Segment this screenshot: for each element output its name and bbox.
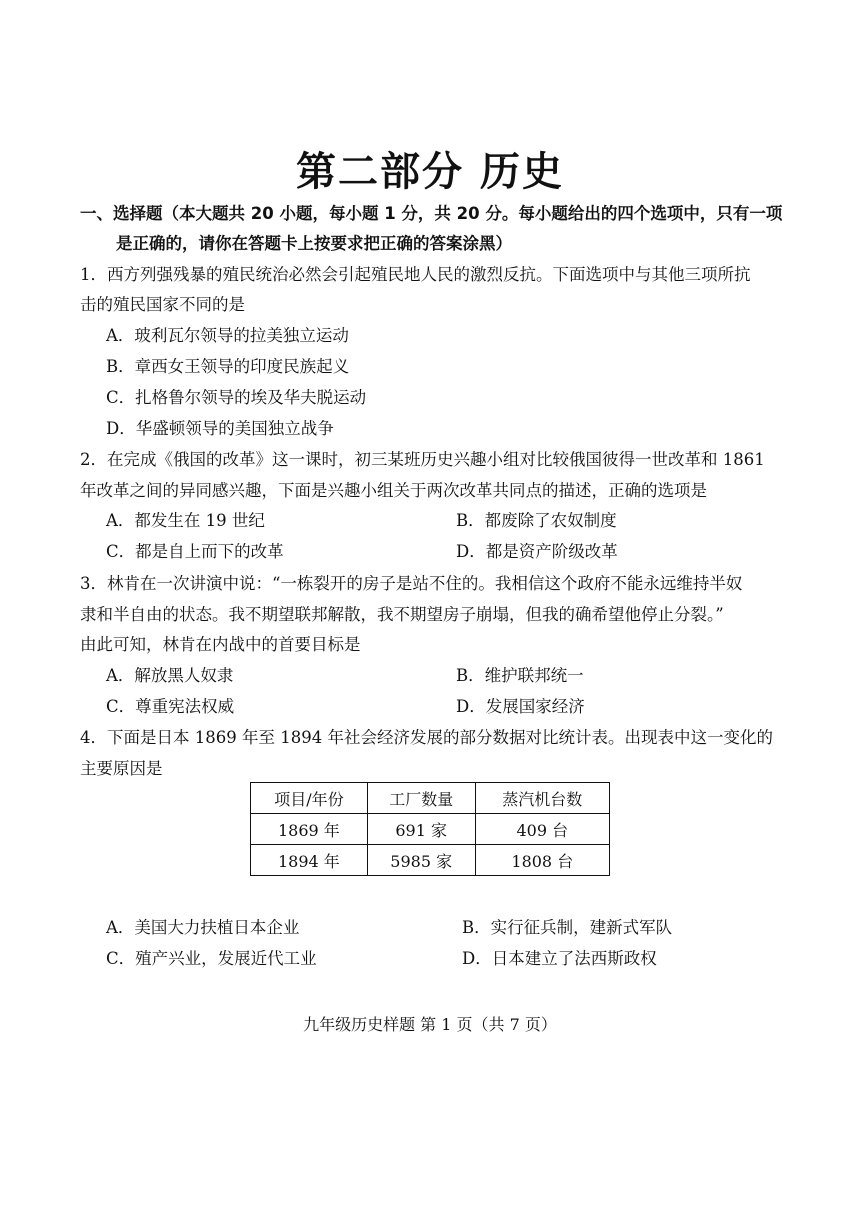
q4-stem-line-1: 4．下面是日本 1869 年至 1894 年社会经济发展的部分数据对比统计表。出现表中这一变化的: [80, 728, 773, 747]
table-row: [251, 845, 610, 876]
q2-stem-line-2: 年改革之间的异同感兴趣，下面是兴趣小组关于两次改革共同点的描述，正确的选项是: [80, 481, 707, 500]
statistics-table: [250, 782, 610, 876]
q3-stem-line-3: 由此可知，林肯在内战中的首要目标是: [80, 635, 361, 654]
q4-option-d: D．日本建立了法西斯政权: [462, 949, 657, 968]
table-cell: 409 台: [475, 814, 609, 845]
q1-stem-line-2: 击的殖民国家不同的是: [80, 295, 245, 314]
q2-option-a: A．都发生在 19 世纪: [106, 511, 265, 530]
q1-option-c: C．扎格鲁尔领导的埃及华夫脱运动: [106, 388, 367, 407]
q1-option-a: A．玻利瓦尔领导的拉美独立运动: [106, 326, 349, 345]
q4-option-b: B．实行征兵制，建新式军队: [462, 918, 673, 937]
page-title: 第二部分 历史: [296, 149, 564, 195]
table-header-cell: 蒸汽机台数: [475, 783, 609, 814]
table-cell: 5985 家: [367, 845, 475, 876]
q4-option-a: A．美国大力扶植日本企业: [106, 918, 300, 937]
q2-option-c: C．都是自上而下的改革: [106, 542, 284, 561]
section-heading-line-1: 一、选择题（本大题共 20 小题，每小题 1 分，共 20 分。每小题给出的四个选项中，只有一项: [80, 204, 783, 223]
q3-option-b: B．维护联邦统一: [456, 666, 584, 685]
table-header-cell: 工厂数量: [367, 783, 475, 814]
page-footer: 九年级历史样题 第 1 页（共 7 页）: [303, 1015, 557, 1034]
table-cell: 1894 年: [251, 845, 368, 876]
q1-option-d: D．华盛顿领导的美国独立战争: [106, 419, 334, 438]
q1-option-b: B．章西女王领导的印度民族起义: [106, 357, 350, 376]
q4-stem-line-2: 主要原因是: [80, 759, 163, 778]
q3-stem-line-1: 3．林肯在一次讲演中说：“一栋裂开的房子是站不住的。我相信这个政府不能永远维持半奴: [80, 574, 743, 593]
table-header-row: [251, 783, 610, 814]
table-cell: 1869 年: [251, 814, 368, 845]
section-heading-line-2: 是正确的，请你在答题卡上按要求把正确的答案涂黑）: [116, 234, 512, 253]
table-cell: 1808 台: [475, 845, 609, 876]
q2-stem-line-1: 2．在完成《俄国的改革》这一课时，初三某班历史兴趣小组对比较俄国彼得一世改革和 1861: [80, 450, 765, 469]
q4-option-c: C．殖产兴业，发展近代工业: [106, 949, 317, 968]
q3-option-c: C．尊重宪法权威: [106, 697, 235, 716]
q2-option-b: B．都废除了农奴制度: [456, 511, 617, 530]
table-row: [251, 814, 610, 845]
q3-stem-line-2: 隶和半自由的状态。我不期望联邦解散，我不期望房子崩塌，但我的确希望他停止分裂。”: [80, 605, 724, 624]
q1-stem-line-1: 1．西方列强残暴的殖民统治必然会引起殖民地人民的激烈反抗。下面选项中与其他三项所抗: [80, 265, 751, 284]
table-header-cell: 项目/年份: [251, 783, 368, 814]
q3-option-a: A．解放黑人奴隶: [106, 666, 234, 685]
q2-option-d: D．都是资产阶级改革: [456, 542, 618, 561]
q3-option-d: D．发展国家经济: [456, 697, 585, 716]
table-cell: 691 家: [367, 814, 475, 845]
